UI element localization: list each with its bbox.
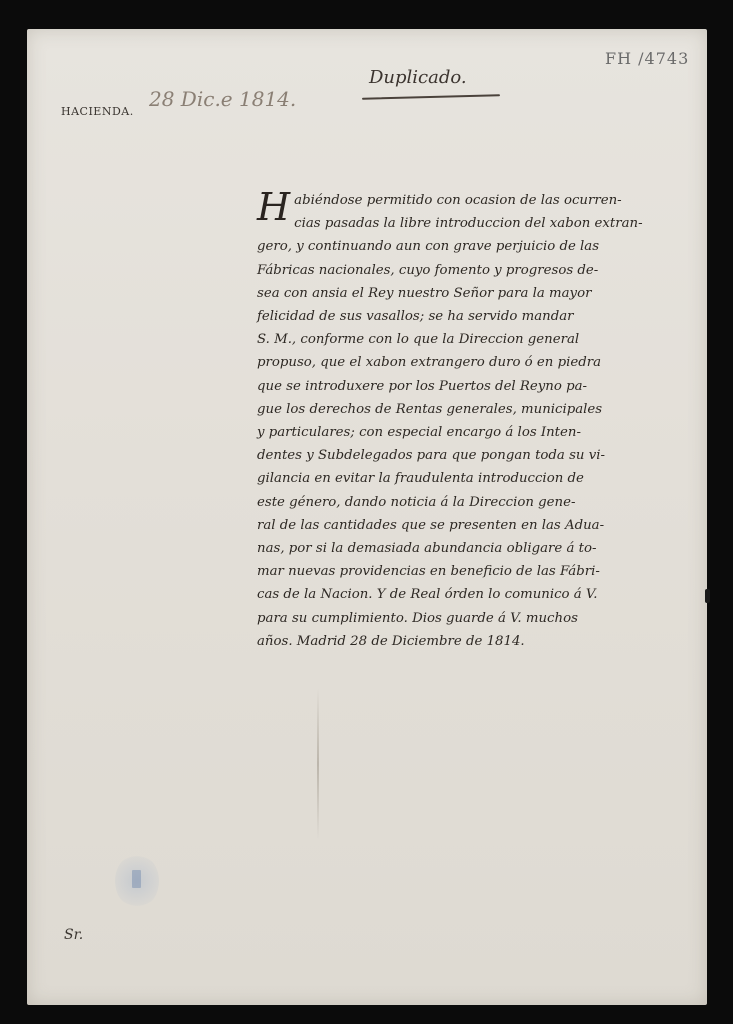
decree-line: gilancia en evitar la fraudulenta introduccion de	[257, 471, 584, 487]
salutation: Sr.	[64, 927, 84, 943]
decree-line: dentes y Subdelegados para que pongan toda su vi-	[257, 448, 605, 464]
catalog-number: FH /4743	[605, 49, 690, 68]
decree-line: abiéndose permitido con ocasion de las ocurren-	[294, 193, 622, 208]
decree-line: cas de la Nacion. Y de Real órden lo comunico á V.	[257, 587, 598, 603]
decree-line: S. M., conforme con lo que la Direccion general	[257, 332, 580, 348]
decree-line: Fábricas nacionales, cuyo fomento y progresos de-	[257, 262, 599, 278]
paper-edge-tear	[705, 589, 710, 603]
decree-line: nas, por si la demasiada abundancia obligare á to-	[257, 541, 597, 557]
decree-line: años. Madrid 28 de Diciembre de 1814.	[257, 633, 525, 649]
duplicado-annotation: Duplicado.	[369, 67, 467, 88]
decree-line: propuso, que el xabon extrangero duro ó en piedra	[257, 355, 601, 371]
duplicado-underline	[362, 94, 500, 100]
decree-line: que se introduxere por los Puertos del Reyno pa-	[257, 378, 588, 394]
decree-line: este género, dando noticia á la Direccion gene-	[257, 494, 576, 510]
decree-line: gue los derechos de Rentas generales, municipales	[257, 401, 603, 417]
decree-line: ral de las cantidades que se presenten en las Adua-	[257, 517, 605, 533]
decree-line: y particulares; con especial encargo á los Inten-	[257, 425, 581, 441]
decree-line: sea con ansia el Rey nuestro Señor para la mayor	[257, 285, 592, 301]
decree-line: mar nuevas providencias en beneficio de las Fábri-	[257, 564, 600, 580]
decree-line: gero, y continuando aun con grave perjuicio de las	[257, 239, 600, 255]
archive-stamp	[115, 854, 159, 908]
date-annotation: 28 Dic.e 1814.	[149, 87, 297, 111]
decree-line: para su cumplimiento. Dios guarde á V. muchos	[257, 610, 578, 626]
decree-line: cias pasadas la libre introduccion del xabon extran-	[294, 216, 643, 232]
decree-dropcap: H	[257, 185, 291, 229]
document-page	[27, 29, 707, 1005]
decree-line: felicidad de sus vasallos; se ha servido mandar	[257, 309, 574, 325]
paper-fold-mark	[317, 689, 319, 839]
department-heading: HACIENDA.	[61, 105, 134, 118]
decree-text	[257, 185, 653, 653]
